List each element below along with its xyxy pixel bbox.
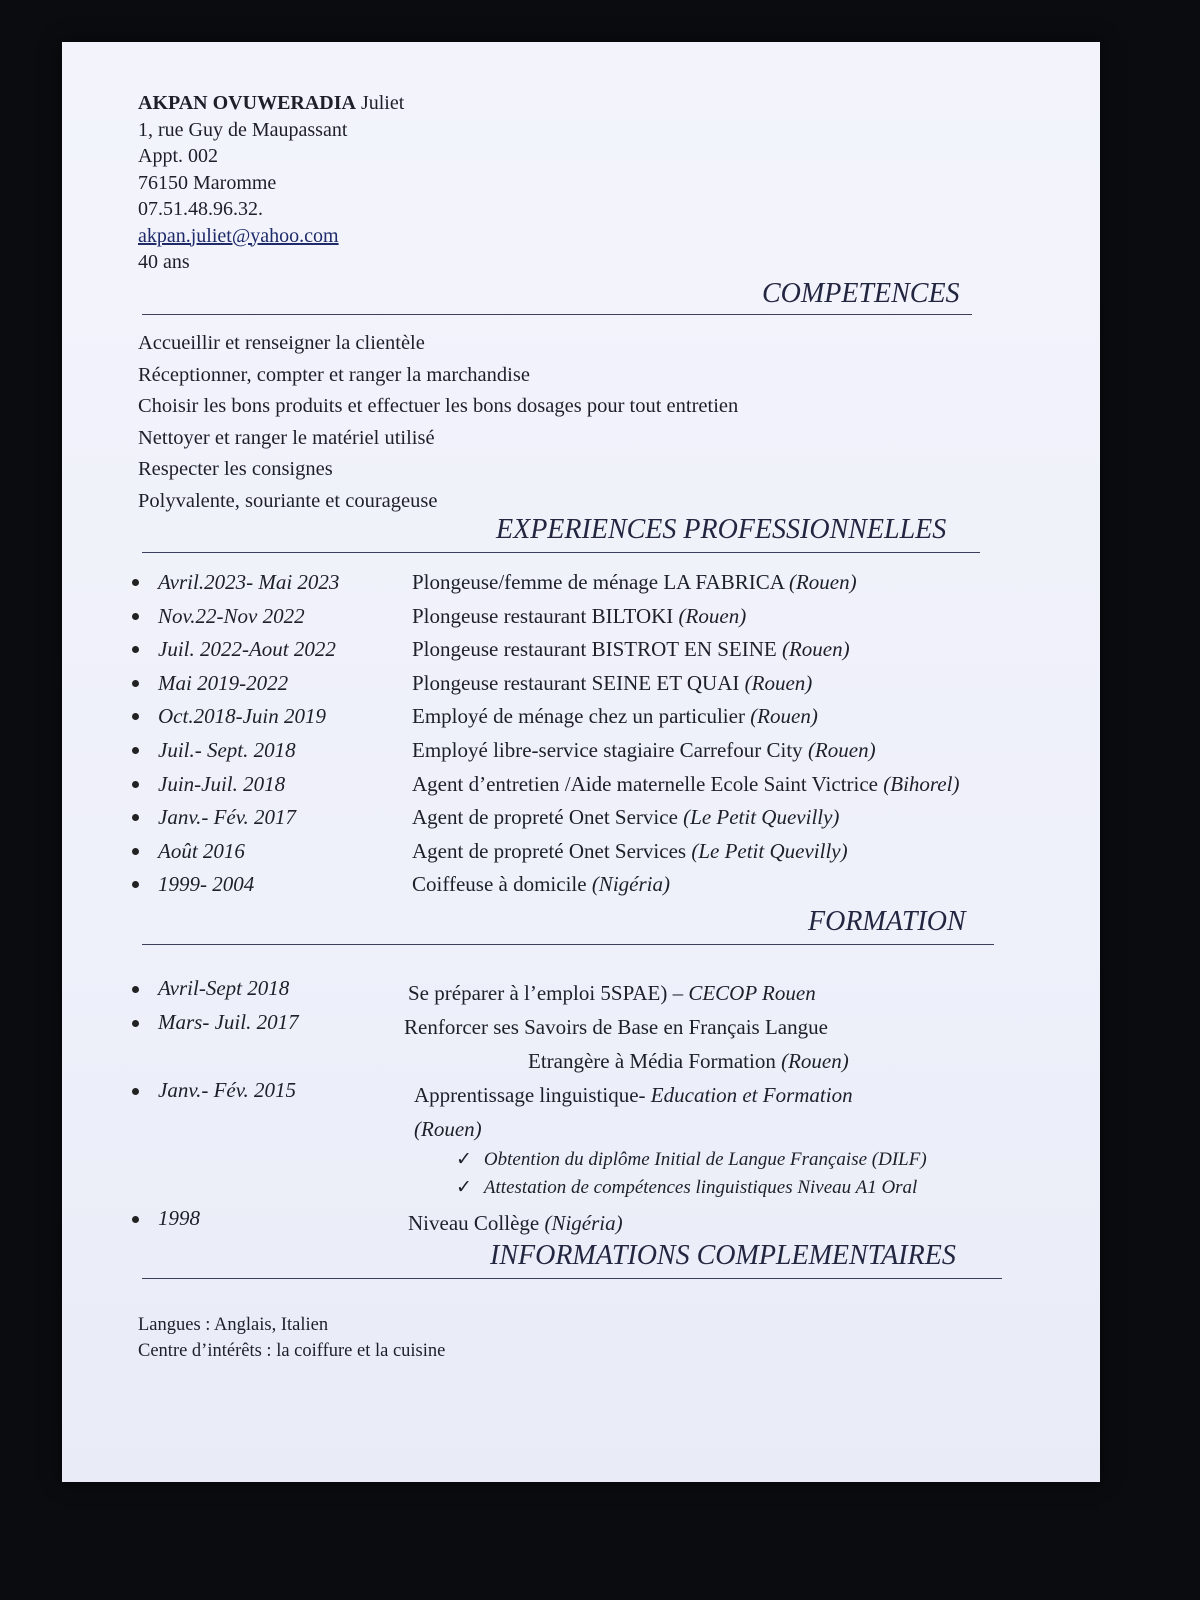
experience-role: Agent de propreté Onet Services xyxy=(412,838,687,863)
check-text: Attestation de compétences linguistiques Niveau A1 Oral xyxy=(483,1177,918,1198)
competence-item: Polyvalente, souriante et courageuse xyxy=(138,489,438,512)
infos-divider xyxy=(142,1278,1002,1279)
check-item xyxy=(456,1174,927,1202)
experience-desc xyxy=(412,738,876,763)
experience-date: Oct.2018-Juin 2019 xyxy=(158,704,326,729)
formation-desc xyxy=(404,1010,849,1078)
experience-role: Agent d’entretien /Aide maternelle Ecole Saint Victrice xyxy=(412,771,878,796)
bullet xyxy=(132,781,139,788)
formation-place: (Rouen) xyxy=(781,1049,849,1073)
bullet xyxy=(132,1088,139,1095)
phone: 07.51.48.96.32. xyxy=(138,198,263,220)
address-line1: 1, rue Guy de Maupassant xyxy=(138,118,348,141)
experience-date: Janv.- Fév. 2017 xyxy=(158,805,296,830)
formation-list xyxy=(132,972,1092,1236)
experience-role: Employé libre-service stagiaire Carrefour City xyxy=(412,737,803,762)
first-name: Juliet xyxy=(360,92,405,114)
experience-date: Nov.22-Nov 2022 xyxy=(158,603,305,628)
resume-page xyxy=(62,42,1100,1482)
formation-row xyxy=(132,1006,1092,1074)
experience-row xyxy=(132,566,1092,600)
experience-date: 1999- 2004 xyxy=(158,872,255,897)
bullet xyxy=(132,713,139,720)
experience-row xyxy=(132,868,1092,902)
experience-row xyxy=(132,835,1092,869)
experience-role: Plongeuse/femme de ménage LA FABRICA xyxy=(412,570,784,594)
formation-desc xyxy=(408,1206,623,1240)
bullet xyxy=(132,646,139,653)
address-line2: Appt. 002 xyxy=(138,145,218,167)
formation-org: CECOP Rouen xyxy=(688,981,816,1005)
formation-desc xyxy=(408,976,816,1010)
experience-place: (Rouen) xyxy=(678,603,747,628)
experience-role: Employé de ménage chez un particulier xyxy=(412,704,745,729)
checkmark-icon: ✓ xyxy=(456,1149,472,1170)
experience-date: Juil. 2022-Aout 2022 xyxy=(158,637,336,662)
experience-desc xyxy=(412,570,857,595)
formation-desc xyxy=(414,1078,927,1202)
experiences-divider xyxy=(142,552,980,553)
experience-date: Avril.2023- Mai 2023 xyxy=(158,570,340,594)
formation-date: Janv.- Fév. 2015 xyxy=(158,1078,296,1102)
formation-divider xyxy=(142,944,994,945)
experience-date: Mai 2019-2022 xyxy=(158,670,289,695)
formation-checklist xyxy=(456,1146,927,1202)
bullet xyxy=(132,814,139,821)
langues: Langues : Anglais, Italien xyxy=(138,1315,329,1335)
experiences-list xyxy=(132,566,1092,902)
formation-org: Education et Formation xyxy=(650,1083,853,1107)
experience-row xyxy=(132,600,1092,634)
experience-role: Plongeuse restaurant BISTROT EN SEINE xyxy=(412,637,777,662)
last-name: AKPAN OVUWERADIA xyxy=(138,92,356,114)
check-item xyxy=(456,1146,927,1174)
experience-desc xyxy=(412,704,818,729)
experience-row xyxy=(132,633,1092,667)
formation-text-line2 xyxy=(528,1044,849,1078)
infos-title: INFORMATIONS COMPLEMENTAIRES xyxy=(490,1240,956,1271)
bullet xyxy=(132,848,139,855)
bullet xyxy=(132,881,139,888)
formation-title: FORMATION xyxy=(808,906,966,937)
experience-place: (Rouen) xyxy=(807,737,876,762)
formation-date: Avril-Sept 2018 xyxy=(158,976,290,1000)
identity-block xyxy=(138,90,404,276)
experience-place: (Bihorel) xyxy=(883,771,960,796)
bullet xyxy=(132,986,139,993)
city: 76150 Maromme xyxy=(138,171,277,194)
competence-item: Réceptionner, compter et ranger la marchandise xyxy=(138,363,530,386)
formation-row xyxy=(132,972,1092,1006)
experience-place: (Rouen) xyxy=(750,704,818,729)
competences-title: COMPETENCES xyxy=(762,278,960,309)
experience-place: (Le Petit Quevilly) xyxy=(691,838,848,863)
experience-row xyxy=(132,801,1092,835)
full-name xyxy=(138,90,404,117)
age: 40 ans xyxy=(138,251,190,273)
email-link[interactable]: akpan.juliet@yahoo.com xyxy=(138,224,339,247)
experience-date: Août 2016 xyxy=(158,838,245,863)
experience-place: (Rouen) xyxy=(788,570,857,594)
bullet xyxy=(132,579,139,586)
formation-place: (Rouen) xyxy=(414,1117,482,1141)
experience-role: Agent de propreté Onet Service xyxy=(412,805,678,830)
competences-list xyxy=(138,328,738,517)
formation-text: Niveau Collège xyxy=(408,1211,545,1235)
experience-place: (Le Petit Quevilly) xyxy=(683,805,840,830)
formation-date: Mars- Juil. 2017 xyxy=(158,1010,299,1034)
formation-text: Renforcer ses Savoirs de Base en Français Langue xyxy=(404,1015,828,1039)
experience-date: Juil.- Sept. 2018 xyxy=(158,737,296,762)
experience-place: (Rouen) xyxy=(781,637,850,662)
formation-org: Etrangère à Média Formation xyxy=(528,1049,776,1073)
competence-item: Choisir les bons produits et effectuer les bons dosages pour tout entretien xyxy=(138,395,739,417)
experience-date: Juin-Juil. 2018 xyxy=(158,771,286,796)
experiences-title: EXPERIENCES PROFESSIONNELLES xyxy=(496,514,947,545)
experience-role: Coiffeuse à domicile xyxy=(412,872,587,897)
bullet xyxy=(132,747,139,754)
competence-item: Nettoyer et ranger le matériel utilisé xyxy=(138,426,435,449)
experience-desc xyxy=(412,805,839,830)
experience-place: (Nigéria) xyxy=(591,872,670,897)
competence-item: Accueillir et renseigner la clientèle xyxy=(138,332,425,354)
bullet xyxy=(132,1020,139,1027)
formation-row xyxy=(132,1074,1092,1202)
experience-desc xyxy=(412,872,670,897)
experience-desc xyxy=(412,839,848,864)
bullet xyxy=(132,1216,139,1223)
bullet xyxy=(132,613,139,620)
check-text: Obtention du diplôme Initial de Langue Française (DILF) xyxy=(483,1149,927,1170)
experience-row xyxy=(132,734,1092,768)
experience-row xyxy=(132,700,1092,734)
experience-desc xyxy=(412,637,850,662)
infos-block xyxy=(138,1312,445,1364)
experience-desc xyxy=(412,772,959,797)
bullet xyxy=(132,680,139,687)
formation-text: Apprentissage linguistique- xyxy=(414,1083,651,1107)
experience-role: Plongeuse restaurant BILTOKI xyxy=(412,603,674,628)
formation-text: Se préparer à l’emploi 5SPAE) – xyxy=(408,981,689,1005)
formation-row xyxy=(132,1202,1092,1236)
experience-place: (Rouen) xyxy=(744,670,813,695)
competences-divider xyxy=(142,314,972,315)
experience-role: Plongeuse restaurant SEINE ET QUAI xyxy=(412,670,740,695)
formation-place: (Nigéria) xyxy=(544,1211,623,1235)
checkmark-icon: ✓ xyxy=(456,1177,472,1198)
experience-row xyxy=(132,667,1092,701)
interets: Centre d’intérêts : la coiffure et la cuisine xyxy=(138,1341,446,1361)
experience-row xyxy=(132,768,1092,802)
experience-desc xyxy=(412,671,812,696)
competence-item: Respecter les consignes xyxy=(138,458,333,480)
formation-date: 1998 xyxy=(158,1206,200,1230)
experience-desc xyxy=(412,604,746,629)
